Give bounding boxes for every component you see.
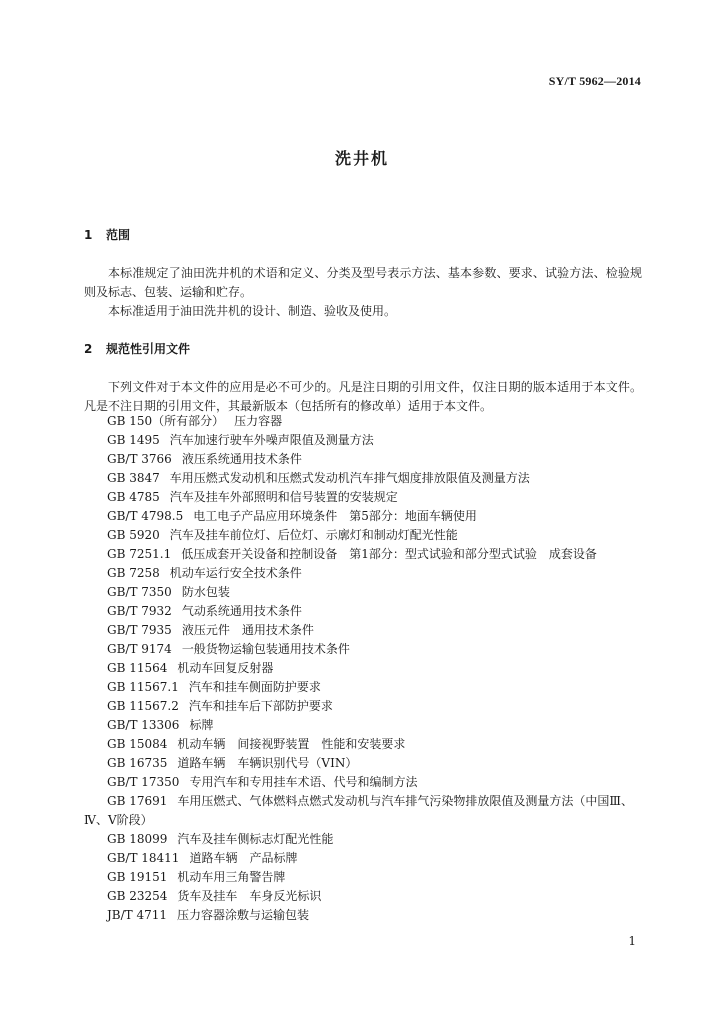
reference-code: GB 5920 <box>107 528 160 542</box>
reference-title: 汽车及挂车外部照明和信号装置的安装规定 <box>169 490 398 504</box>
reference-title: 道路车辆 车辆识别代号（VIN） <box>177 756 358 770</box>
document-title: 洗井机 <box>334 149 389 168</box>
reference-code: GB 16735 <box>107 756 168 770</box>
reference-title: 标牌 <box>189 718 214 732</box>
reference-title: 汽车加速行驶车外噪声限值及测量方法 <box>169 433 374 447</box>
scope-paragraph-1: 本标准规定了油田洗井机的术语和定义、分类及型号表示方法、基本参数、要求、试验方法、检验规则及标志、包装、运输和贮存。 <box>84 266 642 299</box>
scope-paragraph-2: 本标准适用于油田洗井机的设计、制造、验收及使用。 <box>108 304 397 318</box>
reference-code: GB 11567.1 <box>107 680 179 694</box>
reference-code: GB/T 13306 <box>107 718 180 732</box>
reference-title: 机动车回复反射器 <box>177 661 274 675</box>
reference-code: GB 7258 <box>107 566 160 580</box>
reference-title: 汽车及挂车前位灯、后位灯、示廓灯和制动灯配光性能 <box>169 528 458 542</box>
reference-item <box>107 849 647 868</box>
reference-item <box>107 564 647 583</box>
reference-title: 专用汽车和专用挂车术语、代号和编制方法 <box>189 775 418 789</box>
reference-code: GB 23254 <box>107 889 168 903</box>
reference-code: GB 4785 <box>107 490 160 504</box>
references-intro-paragraph: 下列文件对于本文件的应用是必不可少的。凡是注日期的引用文件，仅注日期的版本适用于本文件。凡是不注日期的引用文件，其最新版本（包括所有的修改单）适用于本文件。 <box>84 380 642 413</box>
reference-item <box>107 488 647 507</box>
reference-title: 机动车运行安全技术条件 <box>169 566 302 580</box>
reference-code: GB/T 17350 <box>107 775 180 789</box>
reference-item <box>107 545 647 564</box>
standard-code: SY/T 5962—2014 <box>548 74 641 88</box>
reference-item <box>107 678 647 697</box>
reference-item <box>107 697 647 716</box>
reference-title: 低压成套开关设备和控制设备 第1部分：型式试验和部分型式试验 成套设备 <box>181 547 597 561</box>
reference-code: GB 18099 <box>107 832 168 846</box>
reference-title: 汽车和挂车后下部防护要求 <box>188 699 333 713</box>
reference-code: JB/T 4711 <box>107 908 168 922</box>
reference-item <box>84 792 647 830</box>
reference-title: 机动车用三角警告牌 <box>177 870 286 884</box>
reference-item <box>107 659 647 678</box>
reference-code: GB 11567.2 <box>107 699 179 713</box>
reference-item <box>107 507 647 526</box>
reference-code: GB/T 9174 <box>107 642 172 656</box>
reference-code: GB/T 7932 <box>107 604 172 618</box>
reference-item <box>107 830 647 849</box>
reference-title: 车用压燃式、气体燃料点燃式发动机与汽车排气污染物排放限值及测量方法（中国Ⅲ、Ⅳ、Ⅴ阶段） <box>84 794 633 827</box>
reference-code: GB 150（所有部分） <box>107 414 225 428</box>
reference-title: 汽车及挂车侧标志灯配光性能 <box>177 832 334 846</box>
reference-item <box>107 773 647 792</box>
section-heading-scope <box>84 226 130 243</box>
reference-item <box>107 716 647 735</box>
reference-code: GB 15084 <box>107 737 168 751</box>
reference-title: 液压系统通用技术条件 <box>181 452 302 466</box>
reference-item <box>107 469 647 488</box>
reference-title: 压力容器涂敷与运输包装 <box>177 908 310 922</box>
reference-code: GB/T 18411 <box>107 851 180 865</box>
reference-item <box>107 526 647 545</box>
reference-title: 一般货物运输包装通用技术条件 <box>181 642 350 656</box>
reference-item <box>107 887 647 906</box>
reference-title: 气动系统通用技术条件 <box>181 604 302 618</box>
reference-title: 液压元件 通用技术条件 <box>181 623 314 637</box>
reference-title: 电工电子产品应用环境条件 第5部分：地面车辆使用 <box>193 509 477 523</box>
reference-item <box>107 431 647 450</box>
reference-code: GB 7251.1 <box>107 547 172 561</box>
section-number: 2 <box>84 342 93 356</box>
reference-list <box>84 412 647 925</box>
reference-item <box>107 735 647 754</box>
reference-code: GB/T 4798.5 <box>107 509 184 523</box>
reference-code: GB 3847 <box>107 471 160 485</box>
reference-item <box>107 583 647 602</box>
reference-code: GB 19151 <box>107 870 168 884</box>
section-number: 1 <box>84 228 93 242</box>
reference-code: GB 11564 <box>107 661 168 675</box>
reference-item <box>107 621 647 640</box>
reference-title: 压力容器 <box>234 414 283 428</box>
reference-title: 机动车辆 间接视野装置 性能和安装要求 <box>177 737 406 751</box>
reference-title: 车用压燃式发动机和压燃式发动机汽车排气烟度排放限值及测量方法 <box>169 471 530 485</box>
reference-item <box>107 640 647 659</box>
reference-title: 汽车和挂车侧面防护要求 <box>188 680 321 694</box>
reference-item <box>107 602 647 621</box>
reference-item <box>107 868 647 887</box>
reference-title: 防水包装 <box>181 585 230 599</box>
reference-item <box>107 906 647 925</box>
page-number: 1 <box>628 934 636 948</box>
reference-item <box>107 450 647 469</box>
reference-code: GB 1495 <box>107 433 160 447</box>
reference-title: 道路车辆 产品标牌 <box>189 851 298 865</box>
reference-code: GB/T 7350 <box>107 585 172 599</box>
section-heading-normative-references <box>84 340 190 357</box>
reference-code: GB 17691 <box>107 794 168 808</box>
section-title: 范围 <box>106 228 131 242</box>
reference-title: 货车及挂车 车身反光标识 <box>177 889 322 903</box>
reference-item <box>107 412 647 431</box>
reference-code: GB/T 7935 <box>107 623 172 637</box>
section-title: 规范性引用文件 <box>106 342 191 356</box>
reference-code: GB/T 3766 <box>107 452 172 466</box>
reference-item <box>107 754 647 773</box>
